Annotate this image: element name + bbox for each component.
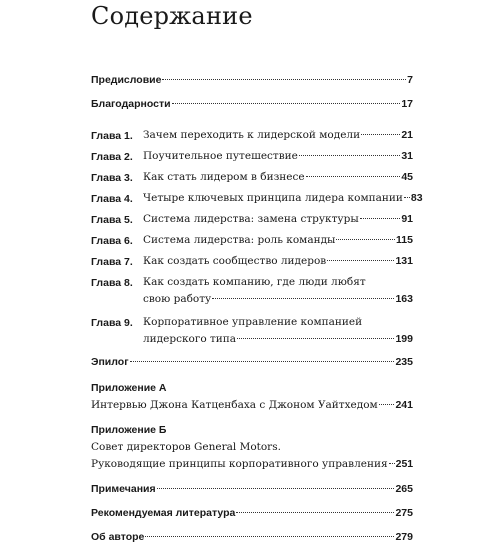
page-number: 199 <box>395 333 413 345</box>
entry-title: Примечания <box>91 483 156 495</box>
dot-leader <box>306 176 401 177</box>
page-number: 45 <box>401 171 413 183</box>
toc-entry-chapter-2[interactable] <box>91 148 413 166</box>
page-number: 17 <box>401 98 413 110</box>
toc-entry-appendix-a[interactable] <box>91 379 413 414</box>
entry-title: Благодарности <box>91 98 171 110</box>
chapter-label: Глава 6. <box>91 235 133 247</box>
toc-entry-epilogue[interactable] <box>91 354 413 371</box>
chapter-label: Глава 8. <box>91 277 133 289</box>
page-number: 83 <box>410 192 423 204</box>
toc-entry-chapter-7[interactable] <box>91 253 413 271</box>
dot-leader <box>145 536 394 537</box>
page-number: 163 <box>395 293 413 305</box>
entry-title-line: Руководящие принципы корпоративного управления <box>91 458 388 470</box>
chapter-title-line: лидерского типа <box>143 333 237 345</box>
page-number: 275 <box>395 507 413 519</box>
dot-leader <box>379 404 395 405</box>
chapter-title-line: Как стать лидером в бизнесе <box>143 171 305 183</box>
appendix-b-title: Приложение Б <box>91 424 167 436</box>
entry-title: Предисловие <box>91 74 162 86</box>
chapter-title-line: Система лидерства: замена структуры <box>143 213 359 225</box>
chapter-label: Глава 1. <box>91 130 133 142</box>
chapter-label: Глава 3. <box>91 172 133 184</box>
entry-title: Рекомендуемая литература <box>91 507 236 519</box>
toc-entry-chapter-8[interactable] <box>91 274 413 308</box>
chapter-title-line: Корпоративное управление компанией <box>143 316 363 328</box>
toc-entry-about-author[interactable] <box>91 529 413 546</box>
toc-entry-recommended-reading[interactable] <box>91 505 413 522</box>
page-number: 91 <box>401 213 413 225</box>
dot-leader <box>130 361 395 362</box>
dot-leader <box>237 338 394 339</box>
dot-leader <box>361 134 400 135</box>
page-number: 131 <box>395 255 413 267</box>
toc-entry-chapter-3[interactable] <box>91 169 413 187</box>
entry-title: Интервью Джона Катценбаха с Джоном Уайтхедом <box>91 399 378 411</box>
toc-entry-acknowledgments[interactable] <box>91 96 413 113</box>
page-number: 279 <box>395 531 413 543</box>
page-number: 265 <box>395 483 413 495</box>
chapter-label: Глава 9. <box>91 317 133 329</box>
toc-entry-appendix-b[interactable] <box>91 421 413 473</box>
chapter-label: Глава 2. <box>91 151 133 163</box>
toc-entry-chapter-9[interactable] <box>91 314 413 348</box>
page-number: 115 <box>396 234 413 246</box>
toc-entry-chapter-6[interactable] <box>91 232 413 250</box>
chapter-title-line: Четыре ключевых принципа лидера компании <box>143 192 403 204</box>
dot-leader <box>162 79 406 80</box>
chapter-title-line: свою работу <box>143 293 212 305</box>
dot-leader <box>327 260 394 261</box>
dot-leader <box>404 197 410 198</box>
chapter-title-line: Как создать компанию, где люди любят <box>143 276 366 288</box>
toc-entry-preface[interactable] <box>91 72 413 89</box>
chapter-title-line: Поучительное путешествие <box>143 150 298 162</box>
chapter-title-line: Как создать сообщество лидеров <box>143 255 327 267</box>
chapter-title-line: Система лидерства: роль команды <box>143 234 336 246</box>
entry-title: Об авторе <box>91 531 145 543</box>
dot-leader <box>299 155 400 156</box>
chapter-label: Глава 7. <box>91 256 133 268</box>
page-number: 241 <box>395 399 413 411</box>
table-of-contents <box>91 72 423 546</box>
toc-entry-chapter-5[interactable] <box>91 211 413 229</box>
chapter-label: Глава 5. <box>91 214 133 226</box>
dot-leader <box>236 512 394 513</box>
page-title: Содержание <box>91 2 253 30</box>
toc-entry-chapter-4[interactable] <box>91 190 423 208</box>
page-number: 251 <box>395 458 414 470</box>
toc-entry-notes[interactable] <box>91 481 413 498</box>
dot-leader <box>157 488 395 489</box>
dot-leader <box>389 463 395 464</box>
dot-leader <box>212 298 394 299</box>
dot-leader <box>360 218 401 219</box>
toc-entry-chapter-1[interactable] <box>91 127 413 145</box>
chapter-title-line: Зачем переходить к лидерской модели <box>143 129 361 141</box>
page-number: 235 <box>395 356 413 368</box>
dot-leader <box>172 103 401 104</box>
dot-leader <box>336 239 395 240</box>
entry-title: Эпилог <box>91 356 129 368</box>
entry-title-line: Совет директоров General Motors. <box>91 441 281 453</box>
chapter-list <box>91 127 423 348</box>
page-number: 21 <box>401 129 413 141</box>
page-number: 31 <box>401 150 413 162</box>
appendix-a-title: Приложение А <box>91 382 167 394</box>
chapter-label: Глава 4. <box>91 193 133 205</box>
page-number: 7 <box>407 74 413 86</box>
